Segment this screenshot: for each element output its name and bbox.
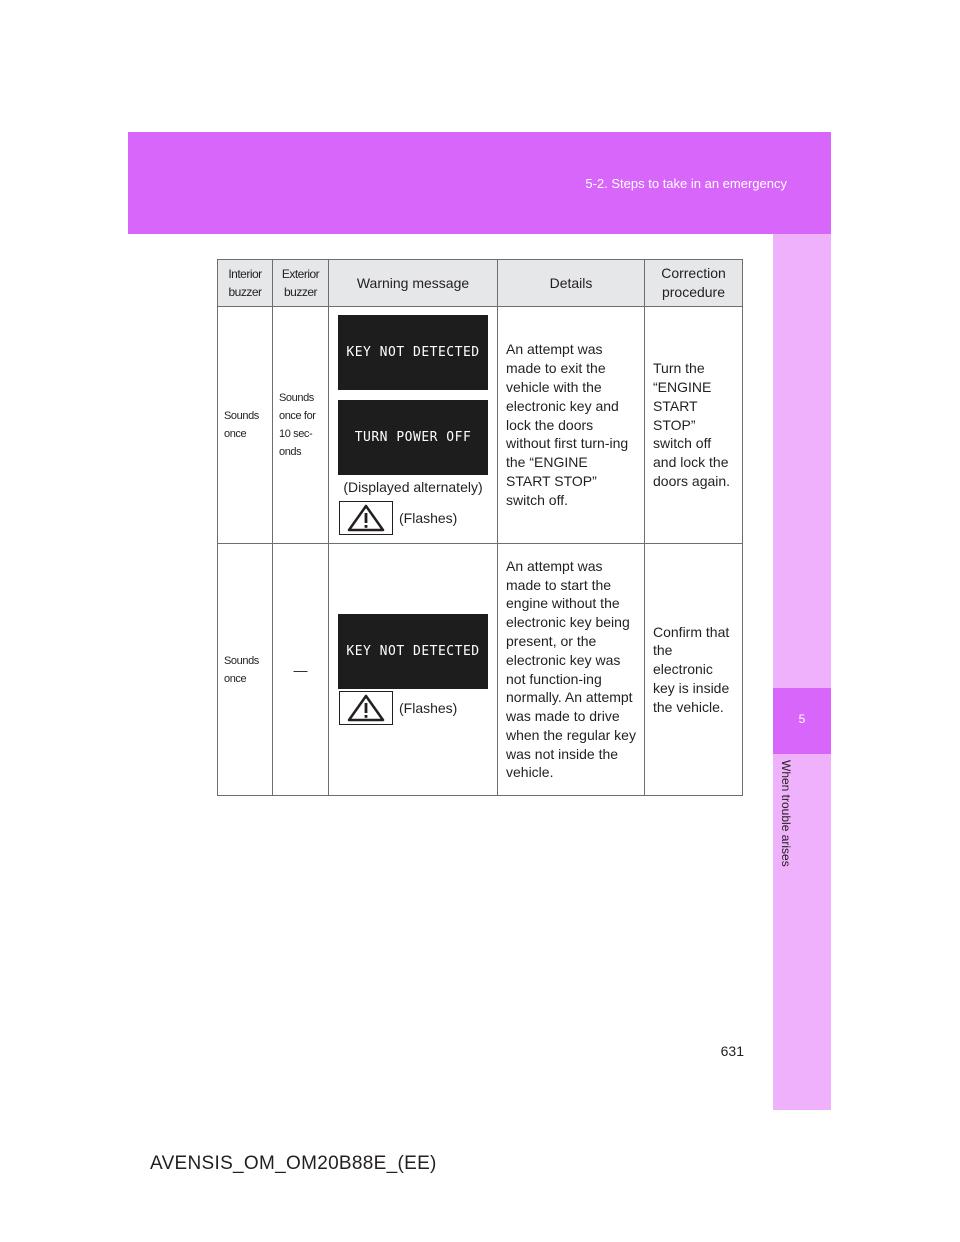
exterior-buzzer-cell: Sounds once for 10 sec-onds [273, 307, 329, 544]
display-screen [338, 400, 488, 475]
page-number: 631 [720, 1043, 744, 1059]
exterior-buzzer-cell [273, 544, 329, 796]
flashes-label: (Flashes) [399, 510, 458, 526]
none-dash: — [293, 661, 308, 678]
table-header-row [218, 260, 743, 307]
warning-message-cell [329, 307, 498, 544]
correction-cell: Confirm that the electronic key is inside the vehicle. [645, 544, 743, 796]
details-cell: An attempt was made to exit the vehicle with the electronic key and lock the doors without first turn-ing the “ENGINE START STOP” switch off. [498, 307, 645, 544]
chapter-side-tab [773, 234, 831, 1110]
column-header-details: Details [498, 260, 645, 307]
chapter-label: When trouble arises [779, 760, 793, 867]
warning-triangle-icon [339, 691, 393, 725]
header-band [128, 132, 831, 234]
chapter-number: 5 [798, 712, 806, 726]
section-title: 5-2. Steps to take in an emergency [585, 176, 787, 191]
interior-buzzer-cell: Sounds once [218, 544, 273, 796]
interior-buzzer-cell: Sounds once [218, 307, 273, 544]
details-cell: An attempt was made to start the engine without the electronic key being present, or the electronic key was not function-ing normally. An attempt was made to drive when the regular key was not inside the vehicle. [498, 544, 645, 796]
correction-cell: Turn the “ENGINE START STOP” switch off and lock the doors again. [645, 307, 743, 544]
flash-indicator [337, 691, 489, 725]
flash-indicator [337, 501, 489, 535]
display-text: KEY NOT DETECTED [346, 644, 480, 659]
display-screen [338, 315, 488, 390]
column-header-exterior-buzzer: Exterior buzzer [273, 260, 329, 307]
displayed-alternately-caption: (Displayed alternately) [343, 479, 483, 495]
warning-table [217, 259, 743, 796]
table-row [218, 307, 743, 544]
display-text: TURN POWER OFF [354, 430, 472, 445]
flashes-label: (Flashes) [399, 700, 458, 716]
warning-triangle-icon [339, 501, 393, 535]
table-row [218, 544, 743, 796]
chapter-number-box [773, 688, 831, 754]
display-screen [338, 614, 488, 689]
column-header-interior-buzzer: Interior buzzer [218, 260, 273, 307]
column-header-warning-message: Warning message [329, 260, 498, 307]
display-text: KEY NOT DETECTED [346, 345, 480, 360]
warning-message-cell [329, 544, 498, 796]
column-header-correction-procedure: Correction procedure [645, 260, 743, 307]
footer-document-code: AVENSIS_OM_OM20B88E_(EE) [150, 1153, 437, 1174]
